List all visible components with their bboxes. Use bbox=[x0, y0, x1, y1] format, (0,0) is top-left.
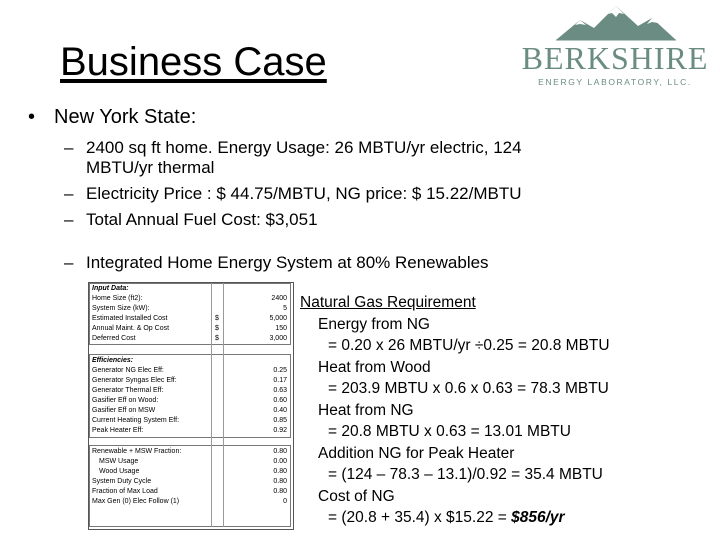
calc-line: Addition NG for Peak Heater bbox=[318, 444, 515, 462]
row-label: Annual Maint. & Op Cost bbox=[92, 325, 170, 332]
sheet-row bbox=[89, 406, 293, 416]
calc-line: Energy from NG bbox=[318, 315, 430, 333]
sheet-row bbox=[89, 477, 293, 487]
mountain-logo-icon bbox=[520, 2, 710, 44]
dash-marker: – bbox=[64, 184, 74, 203]
row-label: MSW Usage bbox=[99, 458, 139, 465]
row-label: Generator NG Elec Eff: bbox=[92, 367, 164, 374]
row-label: Input Data: bbox=[92, 285, 129, 292]
row-value: 2400 bbox=[271, 295, 287, 302]
sheet-row bbox=[89, 447, 293, 457]
sheet-row bbox=[89, 457, 293, 467]
row-label: Renewable + MSW Fraction: bbox=[92, 448, 182, 455]
row-value: 0.80 bbox=[273, 448, 287, 455]
calc-line: = 203.9 MBTU x 0.6 x 0.63 = 78.3 MBTU bbox=[328, 380, 609, 397]
row-value: 0.80 bbox=[273, 488, 287, 495]
bullet-main bbox=[28, 106, 196, 129]
sheet-row bbox=[89, 304, 293, 314]
row-value: 0.63 bbox=[273, 387, 287, 394]
bullet-dot: • bbox=[28, 106, 36, 128]
row-label: Efficiencies: bbox=[92, 357, 134, 364]
sheet-row bbox=[89, 294, 293, 304]
row-label: Peak Heater Eff: bbox=[92, 427, 144, 434]
subbullet-text-cont: MBTU/yr thermal bbox=[86, 158, 215, 177]
row-value: 0 bbox=[283, 498, 287, 505]
row-value: 0.92 bbox=[273, 427, 287, 434]
sheet-row bbox=[89, 334, 293, 344]
slide-title: Business Case bbox=[60, 40, 327, 84]
calc-final-line bbox=[328, 507, 565, 529]
subbullet-text: Total Annual Fuel Cost: $3,051 bbox=[86, 210, 318, 229]
row-label: Current Heating System Eff: bbox=[92, 417, 180, 424]
row-label: Deferred Cost bbox=[92, 335, 136, 342]
sheet-row bbox=[89, 426, 293, 436]
calc-line: Heat from Wood bbox=[318, 358, 431, 376]
row-value: 0.60 bbox=[273, 397, 287, 404]
sheet-row bbox=[89, 324, 293, 334]
subbullet-text: Integrated Home Energy System at 80% Renewables bbox=[86, 253, 489, 272]
calc-line: Cost of NG bbox=[318, 487, 395, 505]
row-label: System Duty Cycle bbox=[92, 478, 152, 485]
logo-wordmark: BERKSHIRE bbox=[521, 40, 709, 76]
ng-heading: Natural Gas Requirement bbox=[300, 294, 476, 311]
row-label: Home Size (ft2): bbox=[92, 295, 143, 302]
dash-marker: – bbox=[64, 210, 74, 229]
sheet-row bbox=[89, 366, 293, 376]
row-label: Gasifier Eff on Wood: bbox=[92, 397, 159, 404]
calc-line: Heat from NG bbox=[318, 401, 414, 419]
currency-symbol: $ bbox=[215, 315, 219, 322]
sheet-row bbox=[89, 416, 293, 426]
row-value: 0.80 bbox=[273, 468, 287, 475]
calc-line: = 20.8 MBTU x 0.63 = 13.01 MBTU bbox=[328, 423, 571, 440]
calc-line: = (124 – 78.3 – 13.1)/0.92 = 35.4 MBTU bbox=[328, 466, 603, 483]
sheet-row bbox=[89, 396, 293, 406]
row-label: Gasifier Eff on MSW bbox=[92, 407, 156, 414]
calc-final-formula: = (20.8 + 35.4) x $15.22 = bbox=[328, 509, 512, 526]
currency-symbol: $ bbox=[215, 325, 219, 332]
calc-line: = 0.20 x 26 MBTU/yr ÷0.25 = 20.8 MBTU bbox=[328, 337, 610, 354]
row-value: 3,000 bbox=[269, 335, 287, 342]
sheet-row bbox=[89, 376, 293, 386]
sheet-row bbox=[89, 284, 293, 294]
calc-final-result: $856/yr bbox=[511, 509, 565, 526]
row-value: 0.25 bbox=[273, 367, 287, 374]
row-label: Fraction of Max Load bbox=[92, 488, 158, 495]
row-label: Estimated Installed Cost bbox=[92, 315, 168, 322]
spreadsheet-table bbox=[88, 282, 294, 530]
row-label: System Size (kW): bbox=[92, 305, 150, 312]
sheet-row bbox=[89, 386, 293, 396]
row-value: 0.17 bbox=[273, 377, 287, 384]
sheet-row bbox=[89, 487, 293, 497]
subbullet-text: 2400 sq ft home. Energy Usage: 26 MBTU/yr electric, 124 bbox=[86, 138, 522, 157]
dash-marker: – bbox=[64, 253, 74, 272]
berkshire-logo bbox=[520, 2, 710, 94]
sheet-row bbox=[89, 467, 293, 477]
row-label: Generator Syngas Elec Eff: bbox=[92, 377, 177, 384]
row-value: 0.40 bbox=[273, 407, 287, 414]
row-value: 0.85 bbox=[273, 417, 287, 424]
subbullet-text: Electricity Price : $ 44.75/MBTU, NG price: $ 15.22/MBTU bbox=[86, 184, 522, 203]
row-label: Wood Usage bbox=[99, 468, 140, 475]
sheet-row bbox=[89, 497, 293, 507]
sheet-row bbox=[89, 356, 293, 366]
row-label: Max Gen (0) Elec Follow (1) bbox=[92, 498, 180, 505]
row-value: 5,000 bbox=[269, 315, 287, 322]
row-value: 150 bbox=[275, 325, 287, 332]
logo-subtitle: ENERGY LABORATORY, LLC. bbox=[538, 77, 692, 87]
row-value: 0.80 bbox=[273, 478, 287, 485]
sheet-row bbox=[89, 314, 293, 324]
row-value: 5 bbox=[283, 305, 287, 312]
bullet-text: New York State: bbox=[54, 106, 197, 128]
row-label: Generator Thermal Eff: bbox=[92, 387, 164, 394]
currency-symbol: $ bbox=[215, 335, 219, 342]
row-value: 0.00 bbox=[273, 458, 287, 465]
dash-marker: – bbox=[64, 138, 74, 157]
